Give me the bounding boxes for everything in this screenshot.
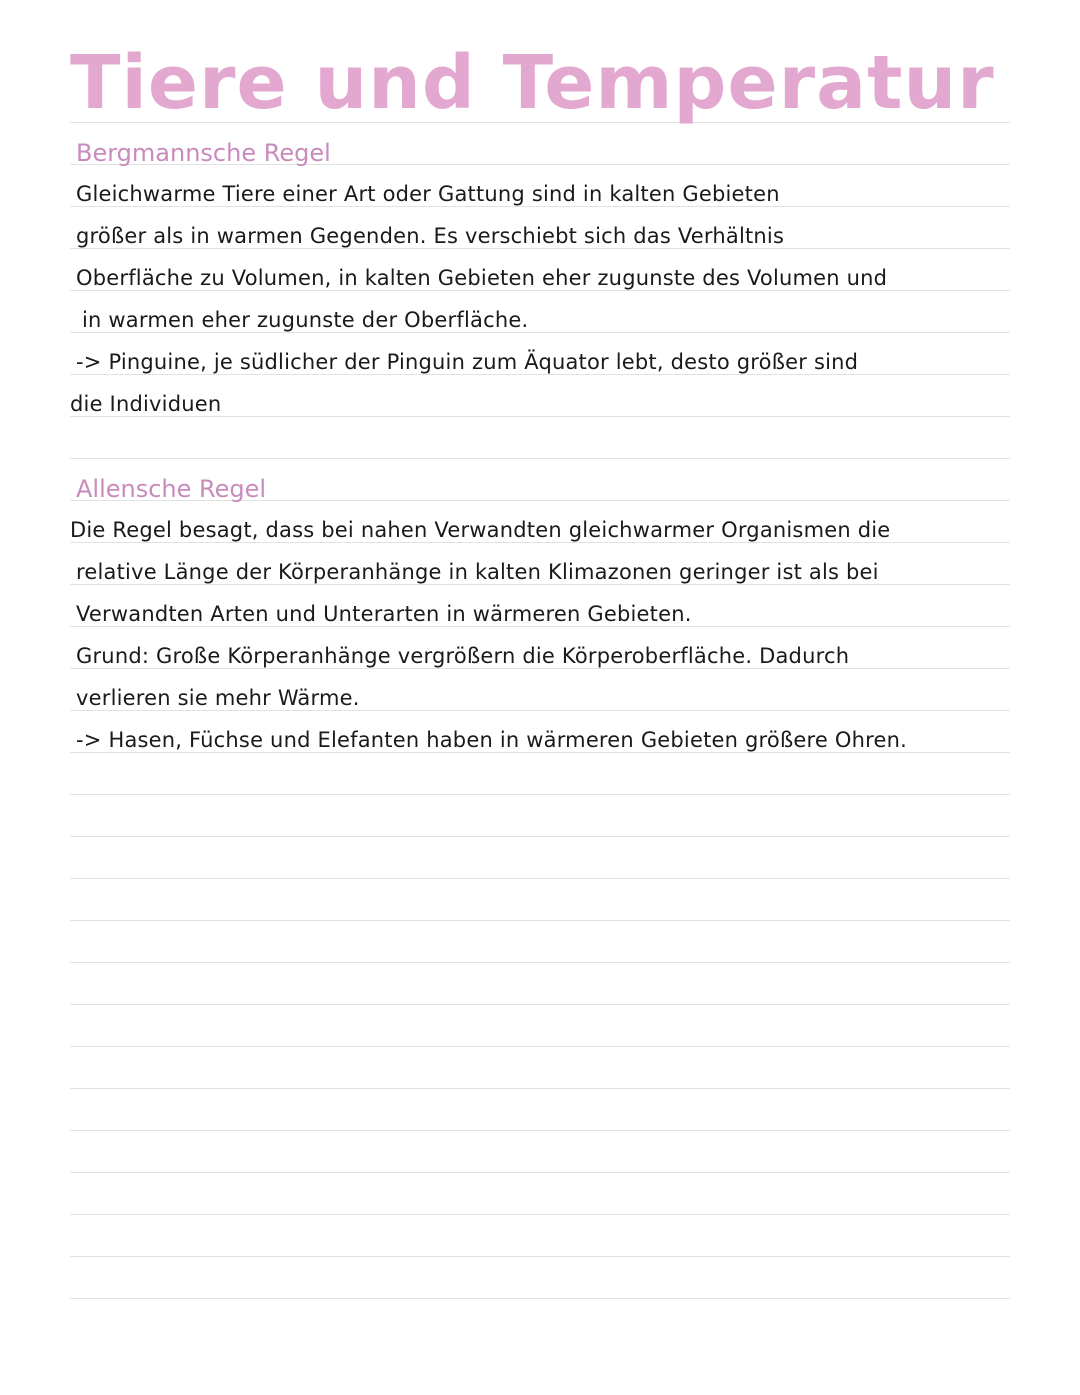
text-line: in warmen eher zugunste der Oberfläche.	[82, 308, 529, 332]
text-line: Gleichwarme Tiere einer Art oder Gattung sind in kalten Gebieten	[76, 182, 780, 206]
rule-line	[70, 1214, 1010, 1215]
text-line: -> Hasen, Füchse und Elefanten haben in wärmeren Gebieten größere Ohren.	[76, 728, 908, 752]
rule-line	[70, 458, 1010, 459]
rule-line	[70, 1172, 1010, 1173]
section-heading-allen: Allensche Regel	[76, 475, 267, 503]
section-heading-bergmann: Bergmannsche Regel	[76, 139, 331, 167]
rule-line	[70, 794, 1010, 795]
rule-line	[70, 1298, 1010, 1299]
text-line: Verwandten Arten und Unterarten in wärmeren Gebieten.	[76, 602, 692, 626]
rule-line	[70, 878, 1010, 879]
rule-line	[70, 1088, 1010, 1089]
rule-line	[70, 962, 1010, 963]
rule-line	[70, 1046, 1010, 1047]
rule-line	[70, 836, 1010, 837]
page-title: Tiere und Temperatur	[70, 40, 995, 126]
text-line: Die Regel besagt, dass bei nahen Verwandten gleichwarmer Organismen die	[70, 518, 891, 542]
rule-line	[70, 1130, 1010, 1131]
rule-line	[70, 920, 1010, 921]
rule-line	[70, 1004, 1010, 1005]
text-line: Oberfläche zu Volumen, in kalten Gebieten eher zugunste des Volumen und	[76, 266, 888, 290]
text-line: größer als in warmen Gegenden. Es verschiebt sich das Verhältnis	[76, 224, 785, 248]
rule-line	[70, 1256, 1010, 1257]
text-line: -> Pinguine, je südlicher der Pinguin zum Äquator lebt, desto größer sind	[76, 350, 859, 374]
text-line: relative Länge der Körperanhänge in kalten Klimazonen geringer ist als bei	[76, 560, 879, 584]
text-line: die Individuen	[70, 392, 222, 416]
text-line: Grund: Große Körperanhänge vergrößern die Körperoberfläche. Dadurch	[76, 644, 850, 668]
text-line: verlieren sie mehr Wärme.	[76, 686, 360, 710]
